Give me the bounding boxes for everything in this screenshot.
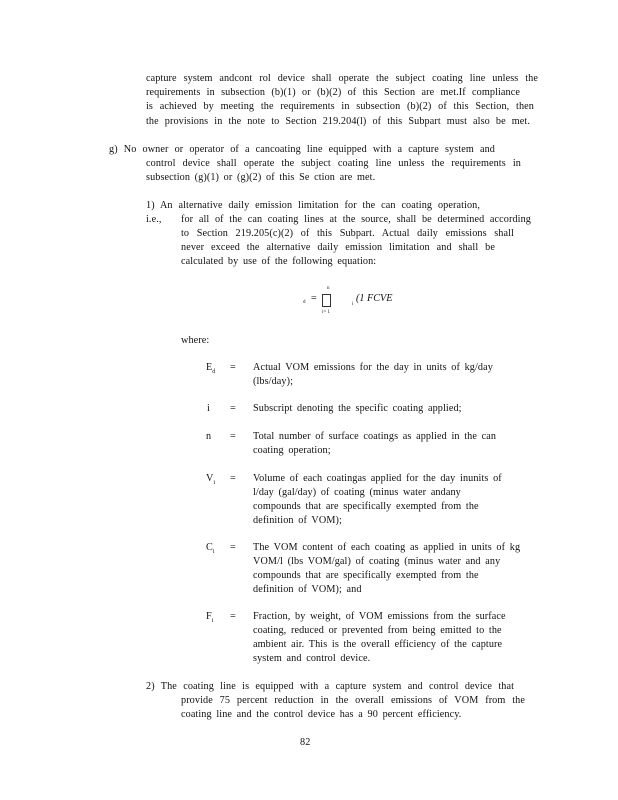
rhs-subscript: i <box>352 302 354 307</box>
equation-rhs: (1 FCVE <box>356 293 393 304</box>
definition-text: Actual VOM emissions for the day in units of kg/day <box>253 362 493 373</box>
definition-symbol: $E_d$ <box>206 362 216 376</box>
definition-text: l/day (gal/day) of coating (minus water andany <box>253 487 461 498</box>
intro-line: capture system andcont rol device shall operate the subject coating line unless the <box>146 73 538 84</box>
definition-equals: = <box>230 362 236 373</box>
definition-equals: = <box>230 473 236 484</box>
item-1-line: 1) An alternative daily emission limitation for the can coating operation, i.e., <box>146 200 480 225</box>
definition-text: (lbs/day); <box>253 376 294 387</box>
intro-line: requirements in subsection (b)(1) or (b)(2) of this Section are met.If compliance <box>146 87 520 98</box>
definition-text: Total number of surface coatings as applied in the can <box>253 431 497 442</box>
definition-symbol: i <box>207 403 210 414</box>
definition-text: Volume of each coatingas applied for the day inunits of <box>253 473 502 484</box>
equals-sign: = <box>311 293 317 304</box>
definition-equals: = <box>230 611 236 622</box>
item-1-line: to Section 219.205(c)(2) of this Subpart. Actual daily emissions shall <box>181 228 514 239</box>
definition-symbol: $V_i$ <box>206 473 216 487</box>
subsection-g-line: subsection (g)(1) or (g)(2) of this Se ction are met. <box>146 172 376 183</box>
definition-text: coating operation; <box>253 445 331 456</box>
definition-text: system and control device. <box>253 653 371 664</box>
subsection-g-line: control device shall operate the subject coating line unless the requirements in <box>146 158 521 169</box>
where-label: where: <box>181 335 210 346</box>
definition-symbol: n <box>206 431 212 442</box>
subsection-g-line: g) No owner or operator of a cancoating line equipped with a capture system and <box>109 144 495 155</box>
definition-text: ambient air. This is the overall efficiency of the capture <box>253 639 503 650</box>
definition-text: Subscript denoting the specific coating applied; <box>253 403 462 414</box>
definition-symbol: $C_i$ <box>206 542 215 556</box>
item-1-line: calculated by use of the following equation: <box>181 256 377 267</box>
summation-symbol <box>322 294 331 307</box>
item-2-line: coating line and the control device has a 90 percent efficiency. <box>181 709 462 720</box>
definition-text: coating, reduced or prevented from being emitted to the <box>253 625 502 636</box>
sum-lower-limit: i= 1 <box>322 310 330 315</box>
item-1-line: for all of the can coating lines at the source, shall be determined according <box>181 214 531 225</box>
definition-text: compounds that are specifically exempted from the <box>253 501 479 512</box>
intro-line: is achieved by meeting the requirements in subsection (b)(2) of this Section, then <box>146 101 534 112</box>
intro-line: the provisions in the note to Section 219.204(l) of this Subpart must also be met. <box>146 116 530 127</box>
definition-equals: = <box>230 431 236 442</box>
page-number: 82 <box>300 737 311 748</box>
definition-text: definition of VOM); <box>253 515 342 526</box>
definition-text: compounds that are specifically exempted from the <box>253 570 479 581</box>
definition-equals: = <box>230 403 236 414</box>
definition-text: VOM/l (lbs VOM/gal) of coating (minus water and any <box>253 556 501 567</box>
sum-upper-limit: n <box>327 286 330 291</box>
item-2-line: 2) The coating line is equipped with a capture system and control device that <box>146 681 514 692</box>
definition-text: The VOM content of each coating as applied in units of kg <box>253 542 521 553</box>
lhs-subscript: d <box>303 300 306 305</box>
definition-text: Fraction, by weight, of VOM emissions from the surface <box>253 611 506 622</box>
item-1-line: never exceed the alternative daily emission limitation and shall be <box>181 242 495 253</box>
definition-equals: = <box>230 542 236 553</box>
definition-text: definition of VOM); and <box>253 584 362 595</box>
item-2-line: provide 75 percent reduction in the overall emissions of VOM from the <box>181 695 525 706</box>
definition-symbol: $F_i$ <box>206 611 214 625</box>
